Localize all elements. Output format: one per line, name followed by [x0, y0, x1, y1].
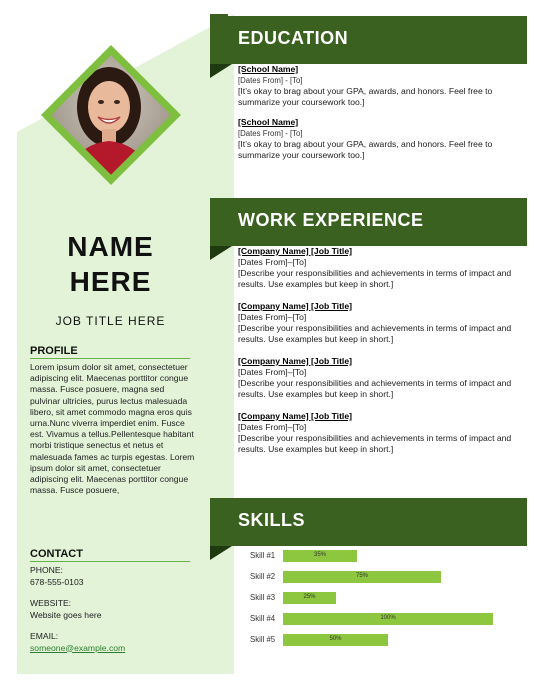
job-dates: [Dates From]–[To]	[238, 422, 307, 432]
school-description: [It’s okay to brag about your GPA, awards, and honors. Feel free to summarize your coursework too.]	[238, 139, 493, 160]
job-heading: [Company Name] [Job Title]	[238, 301, 352, 311]
education-header-bar	[210, 16, 527, 64]
education-entry	[238, 64, 518, 108]
job-dates: [Dates From]–[To]	[238, 257, 307, 267]
email-link[interactable]: someone@example.com	[30, 642, 126, 653]
skill-percent-label: 35%	[313, 552, 326, 558]
skill-percent-label: 75%	[355, 573, 368, 579]
skill-label: Skill #4	[250, 614, 276, 623]
skill-label: Skill #5	[250, 635, 276, 644]
skill-bar-track	[283, 592, 493, 604]
contact-heading: CONTACT	[30, 548, 190, 562]
skill-percent-label: 100%	[380, 615, 396, 621]
name-line-1: NAME	[67, 231, 154, 262]
education-bar-fold	[210, 64, 232, 78]
job-description: [Describe your responsibilities and achievements in terms of impact and results. Use examples but keep in short.]	[238, 378, 512, 399]
work-bar-fold	[210, 246, 232, 260]
skill-bar-track	[283, 634, 493, 646]
school-dates: [Dates From] - [To]	[238, 76, 303, 85]
work-heading: WORK EXPERIENCE	[238, 210, 424, 230]
job-heading: [Company Name] [Job Title]	[238, 356, 352, 366]
school-description: [It’s okay to brag about your GPA, awards, and honors. Feel free to summarize your coursework too.]	[238, 86, 493, 107]
work-header-bar	[210, 198, 527, 246]
education-heading: EDUCATION	[238, 28, 349, 48]
school-name: [School Name]	[238, 64, 299, 74]
school-name: [School Name]	[238, 117, 299, 127]
skill-label: Skill #1	[250, 551, 276, 560]
skill-bar-track	[283, 550, 493, 562]
job-heading: [Company Name] [Job Title]	[238, 246, 352, 256]
phone-value: 678-555-0103	[30, 576, 84, 587]
job-dates: [Dates From]–[To]	[238, 367, 307, 377]
work-entry	[238, 411, 518, 455]
job-dates: [Dates From]–[To]	[238, 312, 307, 322]
skill-bar-track	[283, 613, 493, 625]
work-entry	[238, 356, 518, 400]
job-description: [Describe your responsibilities and achievements in terms of impact and results. Use examples but keep in short.]	[238, 323, 512, 344]
contact-email	[30, 631, 200, 654]
name-line-2: HERE	[69, 266, 152, 297]
skills-heading: SKILLS	[238, 510, 306, 530]
contact-phone	[30, 565, 200, 588]
skills-header-bar	[210, 498, 527, 546]
education-entry	[238, 117, 518, 161]
skill-label: Skill #3	[250, 593, 276, 602]
skills-bar-fold	[210, 546, 232, 560]
profile-photo	[41, 45, 181, 185]
work-entry	[238, 246, 518, 290]
job-description: [Describe your responsibilities and achievements in terms of impact and results. Use examples but keep in short.]	[238, 433, 512, 454]
skill-label: Skill #2	[250, 572, 276, 581]
phone-label: PHONE:	[30, 565, 63, 575]
job-title: JOB TITLE HERE	[55, 314, 166, 328]
email-label: EMAIL:	[30, 631, 59, 641]
profile-text: Lorem ipsum dolor sit amet, consectetuer adipiscing elit. Maecenas porttitor congue massa. Fusce posuere, magna sed pulvinar ultricies, purus lectus malesuada libero, sit amet commodo magna eros quis urna.Nunc viverra imperdiet enim. Fusce est. Vivamus a tellus.Pellentesque habitant morbi tristique senectus et netus et malesuada fames ac turpis egestas. Lorem ipsum dolor sit amet, consectetuer adipiscing elit. Maecenas porttitor congue massa. Fusce posuere,	[30, 362, 195, 496]
skill-bar-track	[283, 571, 493, 583]
job-heading: [Company Name] [Job Title]	[238, 411, 352, 421]
school-dates: [Dates From] - [To]	[238, 129, 303, 138]
profile-heading: PROFILE	[30, 345, 190, 359]
job-description: [Describe your responsibilities and achievements in terms of impact and results. Use examples but keep in short.]	[238, 268, 512, 289]
website-value: Website goes here	[30, 609, 102, 620]
skill-percent-label: 50%	[329, 636, 342, 642]
website-label: WEBSITE:	[30, 598, 72, 608]
skill-percent-label: 25%	[303, 594, 316, 600]
work-entry	[238, 301, 518, 345]
contact-website	[30, 598, 200, 621]
